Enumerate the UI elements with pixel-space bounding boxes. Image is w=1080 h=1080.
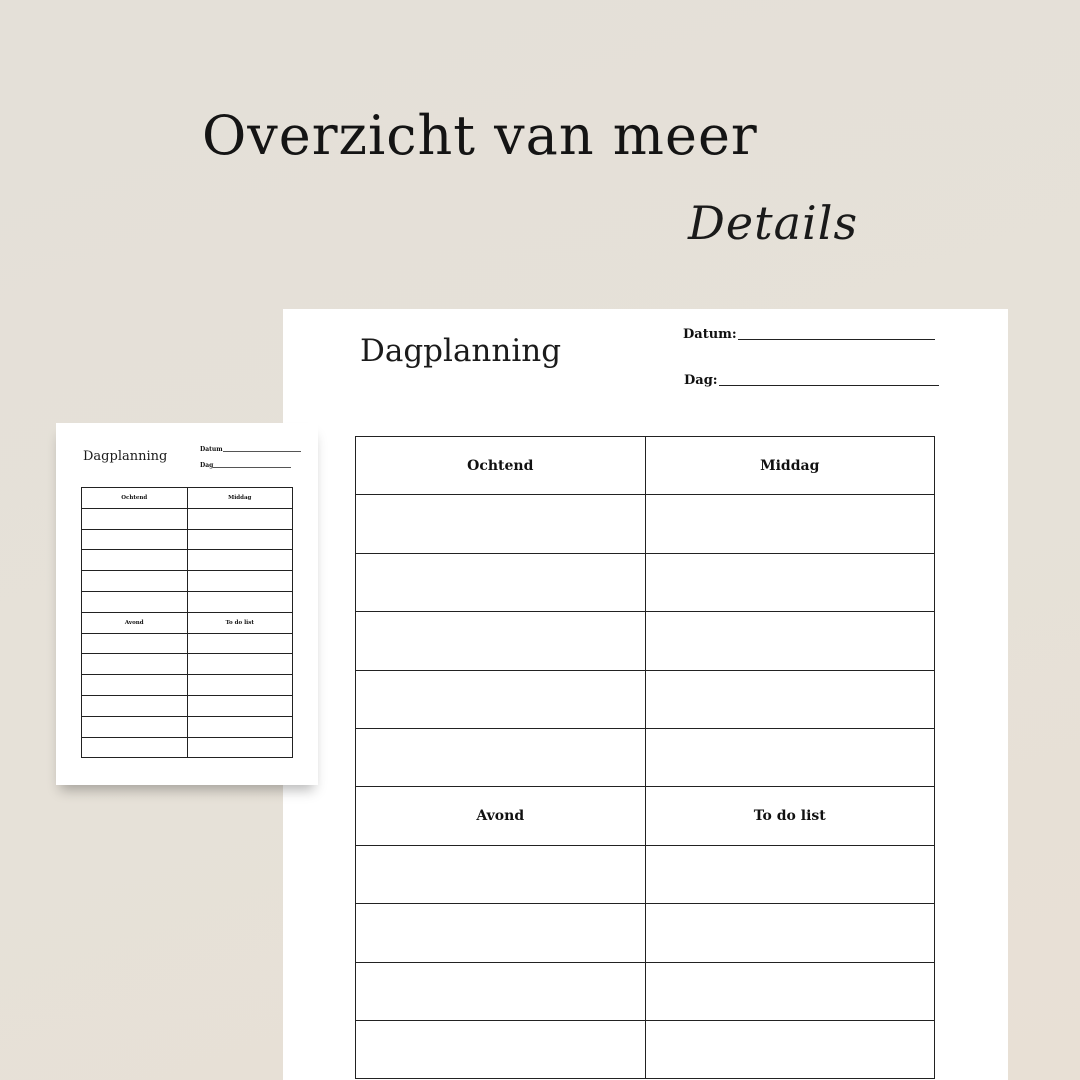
small-ochtend-header: Ochtend bbox=[82, 488, 188, 509]
small-grid-cell bbox=[82, 571, 188, 592]
dag-line bbox=[719, 385, 939, 386]
grid-cell bbox=[645, 1020, 935, 1078]
grid-row bbox=[356, 553, 935, 611]
avond-header: Avond bbox=[356, 787, 646, 845]
small-datum-field bbox=[200, 446, 301, 453]
grid-cell bbox=[645, 845, 935, 903]
grid-cell bbox=[356, 612, 646, 670]
small-dag-field bbox=[200, 462, 291, 469]
grid-cell bbox=[356, 845, 646, 903]
small-grid-row bbox=[82, 675, 293, 696]
small-dag-label: Dag bbox=[200, 462, 214, 469]
grid-row bbox=[356, 845, 935, 903]
grid-cell bbox=[356, 904, 646, 962]
small-middag-header: Middag bbox=[187, 488, 293, 509]
grid-header-row bbox=[356, 787, 935, 845]
ochtend-header: Ochtend bbox=[356, 437, 646, 495]
small-datum-line bbox=[223, 451, 301, 452]
small-grid-cell bbox=[187, 550, 293, 571]
planner-sheet-large bbox=[283, 309, 1008, 1080]
details-script-text: Details bbox=[688, 196, 859, 250]
grid-cell bbox=[645, 904, 935, 962]
grid-row bbox=[356, 728, 935, 786]
small-grid-row bbox=[82, 550, 293, 571]
small-grid-cell bbox=[82, 716, 188, 737]
small-grid-cell bbox=[82, 675, 188, 696]
datum-label: Datum: bbox=[683, 327, 737, 342]
small-grid-cell bbox=[82, 529, 188, 550]
grid-cell bbox=[356, 670, 646, 728]
small-grid-cell bbox=[82, 737, 188, 758]
planner-sheet-small bbox=[56, 423, 318, 785]
small-grid-header-row bbox=[82, 488, 293, 509]
grid-row bbox=[356, 670, 935, 728]
small-grid-cell bbox=[187, 591, 293, 612]
small-grid-cell bbox=[82, 654, 188, 675]
grid-row bbox=[356, 495, 935, 553]
grid-cell bbox=[645, 553, 935, 611]
small-grid-cell bbox=[82, 550, 188, 571]
grid-cell bbox=[645, 962, 935, 1020]
grid-cell bbox=[356, 728, 646, 786]
small-grid-row bbox=[82, 737, 293, 758]
grid-cell bbox=[356, 1020, 646, 1078]
small-grid-cell bbox=[187, 675, 293, 696]
planner-title: Dagplanning bbox=[360, 333, 562, 369]
small-dag-line bbox=[213, 467, 291, 468]
middag-header: Middag bbox=[645, 437, 935, 495]
small-datum-label: Datum bbox=[200, 446, 223, 453]
grid-cell bbox=[356, 962, 646, 1020]
small-avond-header: Avond bbox=[82, 612, 188, 633]
small-grid-row bbox=[82, 654, 293, 675]
grid-cell bbox=[645, 670, 935, 728]
small-grid-row bbox=[82, 695, 293, 716]
datum-field bbox=[683, 327, 935, 342]
small-grid-header-row bbox=[82, 612, 293, 633]
small-grid-row bbox=[82, 591, 293, 612]
grid-row bbox=[356, 904, 935, 962]
datum-line bbox=[738, 339, 935, 340]
dag-label: Dag: bbox=[684, 373, 718, 388]
grid-cell bbox=[356, 553, 646, 611]
grid-cell bbox=[645, 728, 935, 786]
todo-header: To do list bbox=[645, 787, 935, 845]
small-grid-row bbox=[82, 529, 293, 550]
small-grid-cell bbox=[187, 737, 293, 758]
small-grid-cell bbox=[82, 633, 188, 654]
grid-header-row bbox=[356, 437, 935, 495]
small-planner-grid-body bbox=[82, 488, 293, 758]
small-grid-row bbox=[82, 508, 293, 529]
small-grid-row bbox=[82, 571, 293, 592]
small-grid-cell bbox=[187, 695, 293, 716]
planner-grid-body bbox=[356, 437, 935, 1079]
small-grid-cell bbox=[187, 529, 293, 550]
small-grid-cell bbox=[187, 633, 293, 654]
grid-cell bbox=[645, 495, 935, 553]
small-planner-grid bbox=[81, 487, 293, 758]
small-grid-row bbox=[82, 633, 293, 654]
grid-cell bbox=[645, 612, 935, 670]
grid-row bbox=[356, 1020, 935, 1078]
grid-row bbox=[356, 612, 935, 670]
small-todo-header: To do list bbox=[187, 612, 293, 633]
grid-cell bbox=[356, 495, 646, 553]
small-grid-cell bbox=[187, 654, 293, 675]
planner-grid bbox=[355, 436, 935, 1079]
small-grid-cell bbox=[82, 591, 188, 612]
headline: Overzicht van meer bbox=[202, 104, 758, 167]
small-grid-cell bbox=[82, 695, 188, 716]
small-grid-cell bbox=[187, 571, 293, 592]
small-grid-cell bbox=[187, 716, 293, 737]
dag-field bbox=[684, 373, 939, 388]
small-grid-cell bbox=[82, 508, 188, 529]
grid-row bbox=[356, 962, 935, 1020]
small-grid-row bbox=[82, 716, 293, 737]
small-planner-title: Dagplanning bbox=[83, 449, 168, 464]
small-grid-cell bbox=[187, 508, 293, 529]
